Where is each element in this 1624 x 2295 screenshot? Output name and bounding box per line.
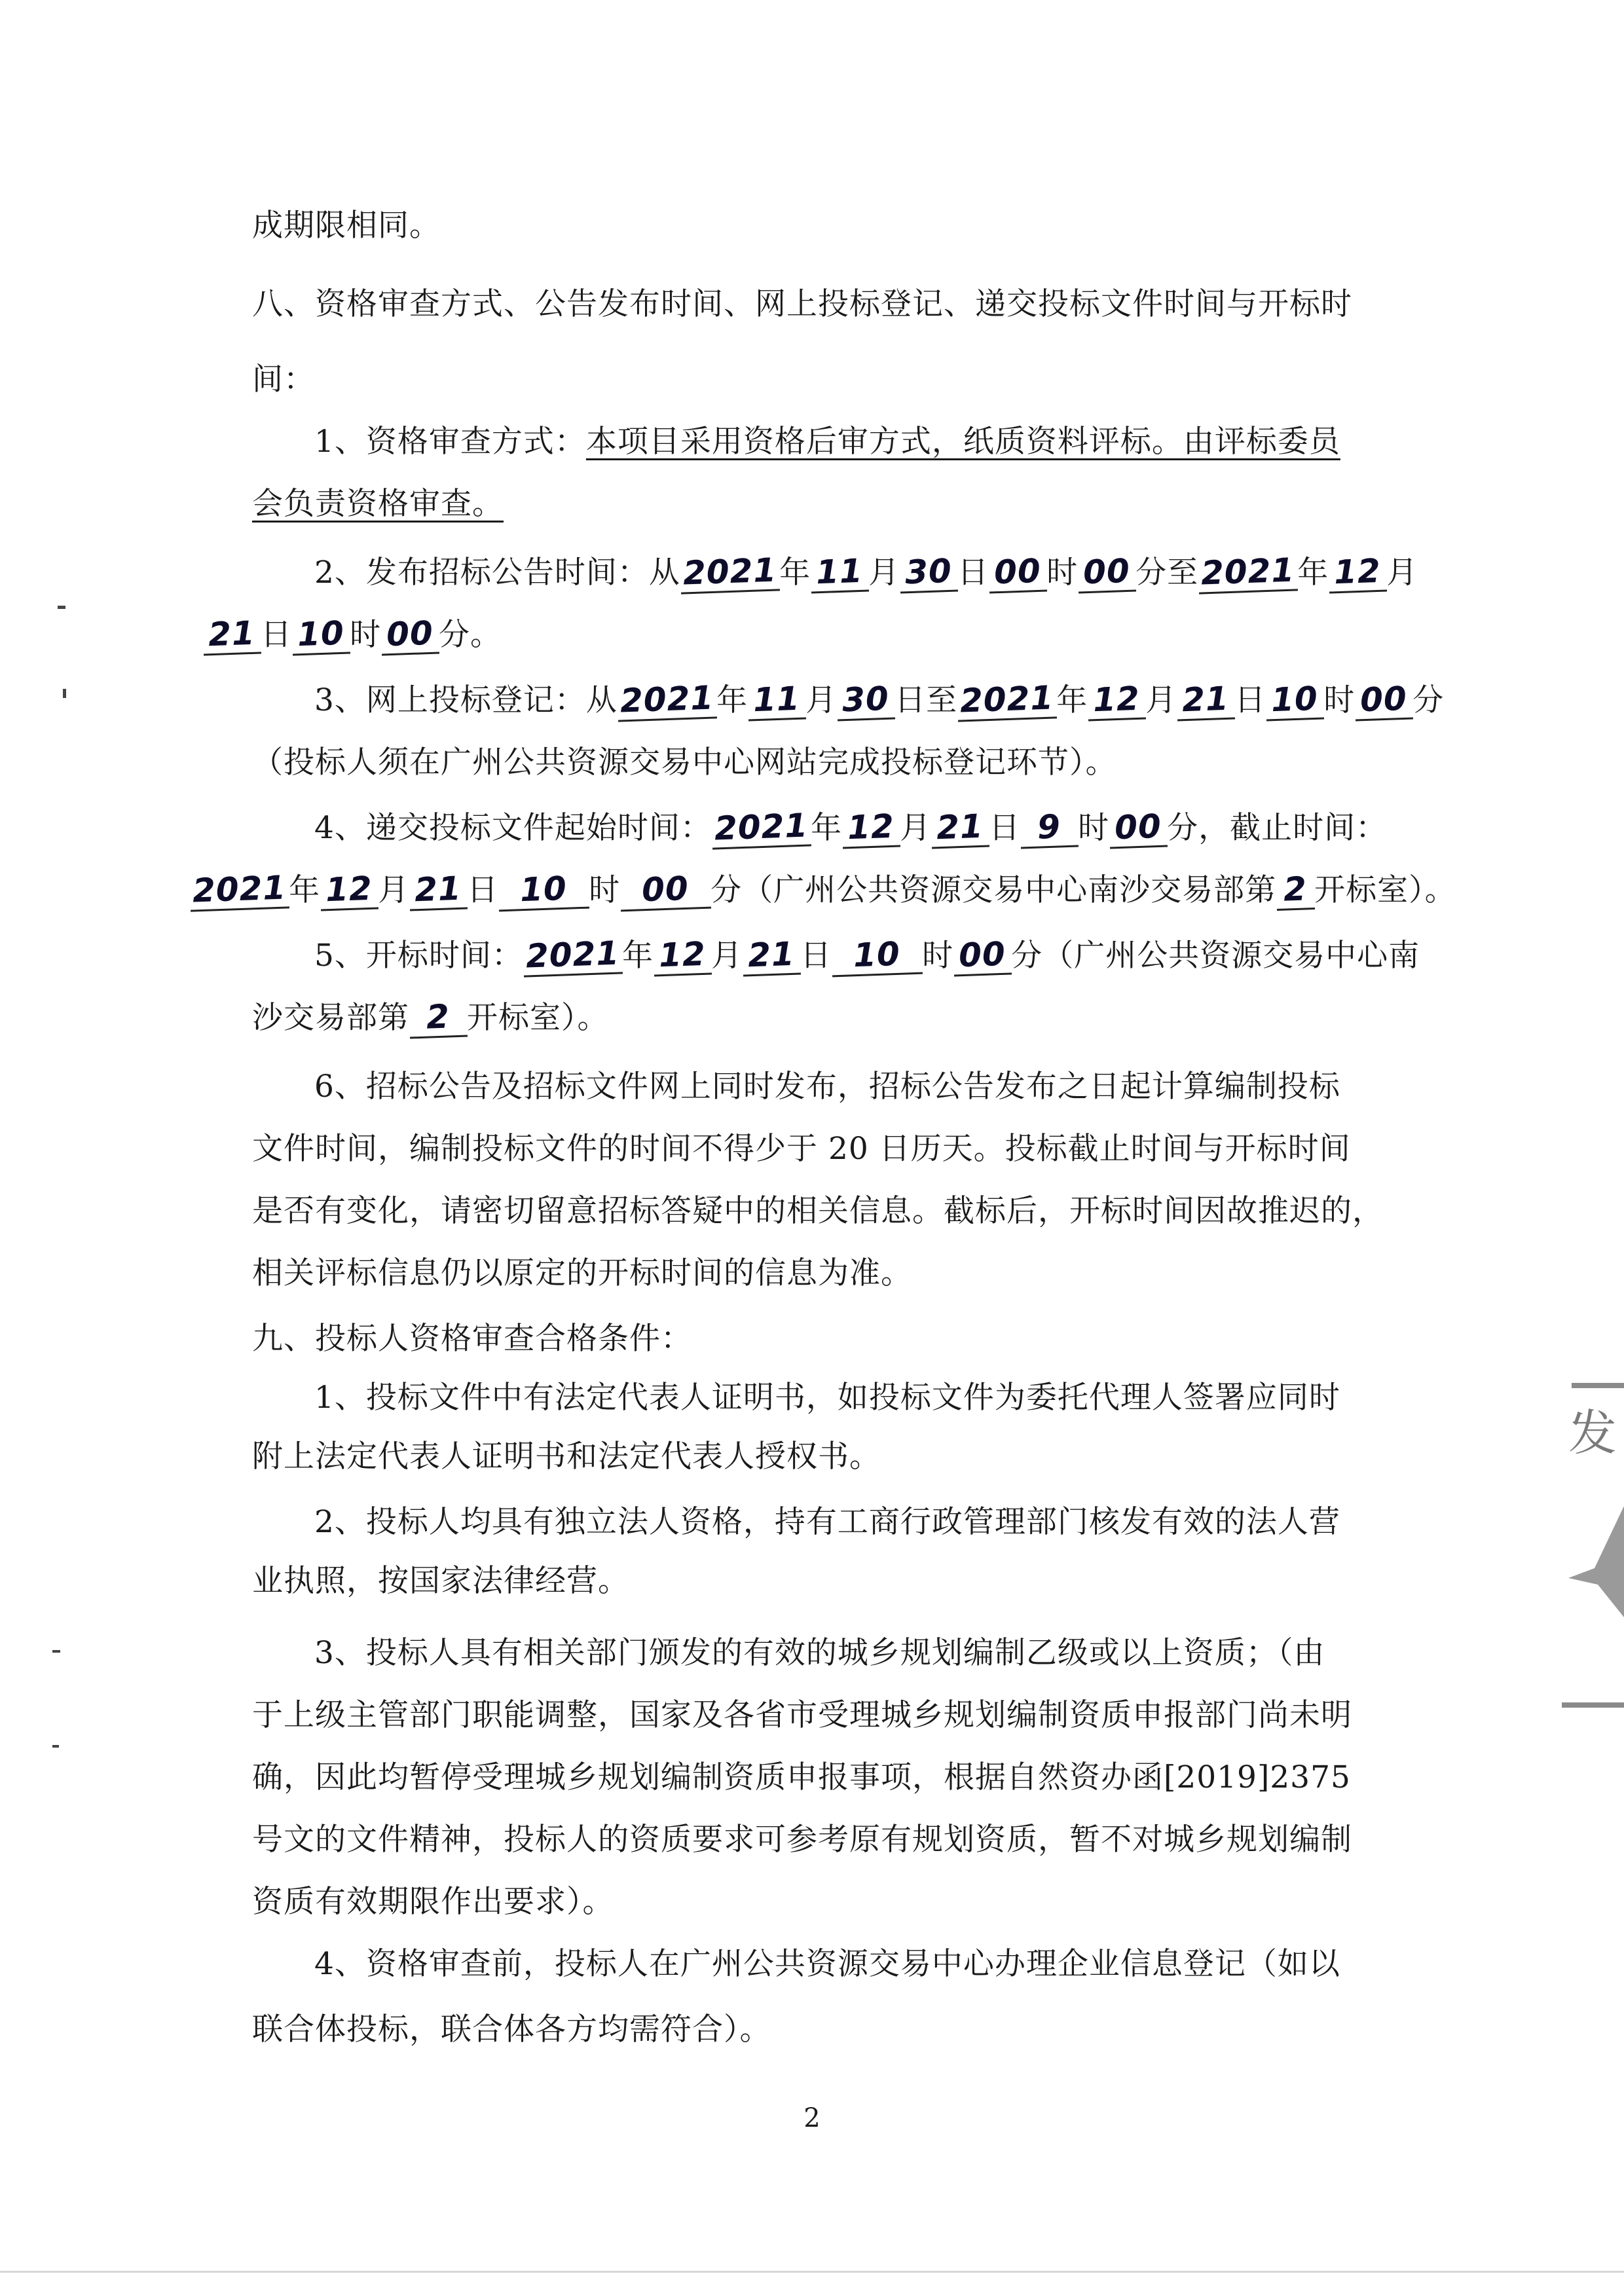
text-line — [252, 478, 1392, 530]
text-segment: 4、递交投标文件起始时间： — [314, 810, 712, 846]
handwritten-entry: 00 — [1354, 679, 1413, 721]
seal-star-fragment — [1568, 1506, 1624, 1617]
text-segment: 1、资格审查方式： — [314, 424, 586, 460]
text-line — [190, 864, 1456, 917]
text-segment: 业执照，按国家法律经营。 — [252, 1563, 629, 1599]
text-segment: 分 — [1412, 682, 1445, 718]
clause-8-1 — [314, 416, 1392, 468]
text-segment: 八、资格审查方式、公告发布时间、网上投标登记、递交投标文件时间与开标时 — [252, 286, 1352, 322]
handwritten-entry: 00 — [380, 614, 439, 655]
text-segment: 年 — [716, 682, 748, 718]
text-segment: 九、投标人资格审查合格条件： — [252, 1321, 692, 1357]
text-line — [252, 200, 1392, 252]
clause-8-6 — [314, 1061, 1392, 1113]
text-segment: 分（广州公共资源交易中心南 — [1011, 938, 1420, 974]
text-segment: 日至 — [895, 682, 958, 718]
text-segment: 6、招标公告及招标文件网上同时发布，招标公告发布之日起计算编制投标 — [314, 1069, 1340, 1105]
handwritten-entry: 2021 — [957, 678, 1057, 722]
text-segment: 日 — [989, 810, 1021, 846]
text-line — [252, 1876, 1392, 1928]
text-segment: 3、网上投标登记：从 — [314, 682, 618, 718]
clause-9-1 — [314, 1372, 1392, 1424]
text-segment: 年 — [1297, 555, 1329, 591]
handwritten-entry: 00 — [1109, 807, 1168, 849]
text-segment: 2、发布招标公告时间：从 — [314, 555, 680, 591]
text-line — [252, 992, 1392, 1044]
text-segment: 时 — [350, 617, 381, 653]
text-segment: 附上法定代表人证明书和法定代表人授权书。 — [252, 1439, 881, 1475]
seal-fragment — [1562, 1702, 1624, 1708]
clause-8-3 — [314, 674, 1445, 727]
handwritten-entry: 21 — [742, 934, 801, 976]
text-line — [252, 1185, 1392, 1238]
text-segment: 分。 — [439, 617, 502, 653]
text-line — [252, 1555, 1392, 1607]
text-segment: 月 — [711, 938, 743, 974]
handwritten-entry: 00 — [619, 869, 711, 912]
clause-8-2 — [314, 547, 1418, 599]
handwritten-entry: 12 — [841, 807, 900, 849]
text-segment: （投标人须在广州公共资源交易中心网站完成投标登记环节）。 — [252, 744, 1117, 780]
handwritten-entry: 2021 — [680, 551, 780, 594]
text-segment: 号文的文件精神，投标人的资质要求可参考原有规划资质，暂不对城乡规划编制 — [252, 1822, 1352, 1858]
text-line — [252, 1123, 1392, 1175]
clause-9-3 — [314, 1627, 1392, 1680]
text-segment: 沙交易部第 — [252, 1000, 409, 1036]
text-line — [252, 1431, 1392, 1483]
page-bottom-rule — [0, 2271, 1624, 2273]
handwritten-entry: 21 — [1176, 679, 1235, 721]
handwritten-entry: 10 — [831, 934, 923, 978]
handwritten-entry: 2021 — [617, 678, 717, 722]
text-segment: 年 — [622, 938, 654, 974]
text-segment: 日 — [957, 555, 989, 591]
clause-9-2 — [314, 1496, 1392, 1549]
text-segment: 于上级主管部门职能调整，国家及各省市受理城乡规划编制资质申报部门尚未明 — [252, 1697, 1352, 1733]
scan-speck — [52, 1745, 59, 1748]
text-segment: 日 — [261, 617, 292, 653]
text-segment: 间： — [252, 361, 315, 397]
handwritten-entry: 2021 — [711, 806, 811, 849]
handwritten-entry: 2021 — [523, 934, 623, 977]
text-segment: 5、开标时间： — [314, 938, 523, 974]
handwritten-entry: 21 — [931, 807, 989, 849]
text-line — [252, 2004, 1392, 2056]
text-segment: 年 — [1056, 682, 1088, 718]
handwritten-entry: 2 — [409, 997, 468, 1038]
underlined-text: 本项目采用资格后审方式，纸质资料评标。由评标委员 — [585, 424, 1340, 460]
handwritten-entry: 10 — [1265, 679, 1324, 721]
text-segment: 开标室）。 — [1314, 872, 1456, 908]
text-segment: 联合体投标，联合体各方均需符合）。 — [252, 2011, 771, 2047]
handwritten-entry: 21 — [409, 869, 468, 911]
text-segment: 时 — [1078, 810, 1110, 846]
handwritten-entry: 2 — [1276, 870, 1315, 911]
text-segment: 是否有变化，请密切留意招标答疑中的相关信息。截标后，开标时间因故推迟的， — [252, 1193, 1384, 1229]
text-segment: 时 — [922, 938, 954, 974]
text-segment: 分至 — [1135, 555, 1199, 591]
clause-8-4 — [314, 802, 1392, 854]
clause-8-5 — [314, 930, 1420, 982]
text-segment: 月 — [1145, 682, 1177, 718]
handwritten-entry: 30 — [836, 679, 895, 721]
text-segment: 时 — [1046, 555, 1079, 591]
page-number: 2 — [803, 2103, 821, 2133]
text-segment: 4、资格审查前，投标人在广州公共资源交易中心办理企业信息登记（如以 — [314, 1946, 1340, 1982]
text-segment: 确，因此均暂停受理城乡规划编制资质申报事项，根据自然资办函[2019]2375 — [252, 1759, 1351, 1795]
underlined-text: 会负责资格审查。 — [252, 486, 504, 522]
text-segment: 月 — [378, 872, 410, 908]
text-segment: 1、投标文件中有法定代表人证明书，如投标文件为委托代理人签署应同时 — [314, 1380, 1340, 1416]
text-segment: 月 — [1386, 555, 1418, 591]
handwritten-entry: 30 — [899, 551, 958, 593]
text-line — [252, 737, 1392, 789]
text-line — [252, 1689, 1392, 1742]
text-segment: 文件时间，编制投标文件的时间不得少于 20 日历天。投标截止时间与开标时间 — [252, 1131, 1351, 1167]
handwritten-entry: 00 — [1077, 551, 1136, 593]
text-segment: 资质有效期限作出要求）。 — [252, 1884, 614, 1920]
text-segment: 年 — [779, 555, 811, 591]
text-line — [252, 354, 1392, 406]
text-segment: 年 — [811, 810, 843, 846]
text-segment: 月 — [868, 555, 900, 591]
text-line — [252, 1752, 1392, 1804]
clause-9-4 — [314, 1938, 1392, 1991]
text-segment: 分（广州公共资源交易中心南沙交易部第 — [710, 872, 1277, 908]
handwritten-entry: 2021 — [189, 868, 289, 911]
scan-speck — [63, 689, 66, 698]
text-segment: 相关评标信息仍以原定的开标时间的信息为准。 — [252, 1255, 912, 1291]
text-segment: 日 — [467, 872, 499, 908]
handwritten-entry: 12 — [1087, 679, 1146, 721]
text-segment: 日 — [800, 938, 832, 974]
handwritten-entry: 10 — [498, 869, 589, 912]
text-segment: 月 — [900, 810, 932, 846]
seal-fragment — [1572, 1383, 1624, 1388]
text-segment: 分，截止时间： — [1167, 810, 1388, 846]
section-heading-8 — [252, 278, 1392, 331]
handwritten-entry: 00 — [953, 934, 1012, 976]
text-segment: 3、投标人具有相关部门颁发的有效的城乡规划编制乙级或以上资质；（由 — [314, 1635, 1325, 1671]
handwritten-entry: 12 — [1328, 551, 1387, 593]
handwritten-entry: 10 — [291, 614, 350, 655]
handwritten-entry: 12 — [653, 934, 712, 976]
text-line — [252, 1247, 1392, 1300]
seal-fragment-glyph: 发 — [1568, 1405, 1617, 1461]
text-line — [252, 1814, 1392, 1866]
text-segment: 成期限相同。 — [252, 208, 441, 244]
handwritten-entry: 00 — [988, 551, 1047, 593]
handwritten-entry: 11 — [810, 551, 869, 593]
text-segment: 日 — [1234, 682, 1266, 718]
handwritten-entry: 21 — [202, 614, 261, 655]
handwritten-entry: 11 — [747, 679, 806, 721]
text-segment: 开标室）。 — [467, 1000, 609, 1036]
text-segment: 时 — [1323, 682, 1356, 718]
scan-speck — [52, 1650, 60, 1653]
section-heading-9 — [252, 1313, 1392, 1365]
text-segment: 2、投标人均具有独立法人资格，持有工商行政管理部门核发有效的法人营 — [314, 1504, 1340, 1540]
handwritten-entry: 2021 — [1198, 551, 1298, 594]
handwritten-entry: 12 — [320, 869, 378, 911]
handwritten-entry: 9 — [1020, 807, 1079, 849]
scan-speck — [58, 606, 65, 609]
text-segment: 年 — [289, 872, 321, 908]
text-line — [203, 609, 1342, 661]
text-segment: 月 — [805, 682, 838, 718]
text-segment: 时 — [589, 872, 621, 908]
